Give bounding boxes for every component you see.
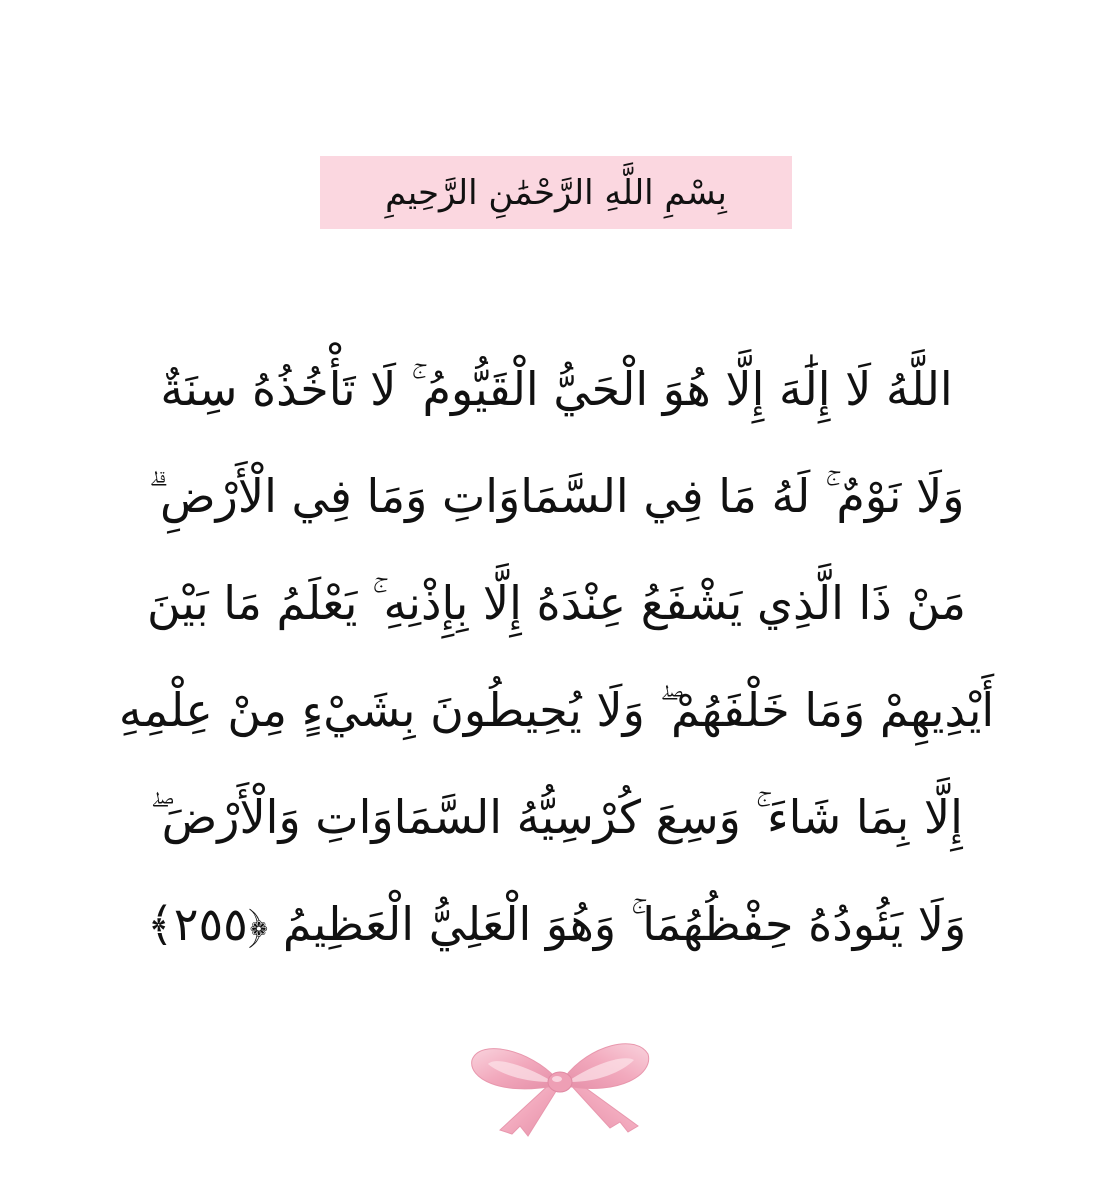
verse-line-4: أَيْدِيهِمْ وَمَا خَلْفَهُمْ ۖ وَلَا يُحِيطُونَ بِشَيْءٍ مِنْ عِلْمِهِ (118, 682, 995, 737)
verse-line-5: إِلَّا بِمَا شَاءَ ۚ وَسِعَ كُرْسِيُّهُ السَّمَاوَاتِ وَالْأَرْضَ ۖ (150, 789, 963, 844)
verse-block (60, 336, 1053, 978)
verse-line-1: اللَّهُ لَا إِلَٰهَ إِلَّا هُوَ الْحَيُّ الْقَيُّومُ ۚ لَا تَأْخُذُهُ سِنَةٌ (160, 361, 953, 416)
verse-line-6: وَلَا يَئُودُهُ حِفْظُهُمَا ۚ وَهُوَ الْعَلِيُّ الْعَظِيمُ ﴿٢٥٥﴾ (146, 896, 967, 951)
verse-line-3: مَنْ ذَا الَّذِي يَشْفَعُ عِنْدَهُ إِلَّا بِإِذْنِهِ ۚ يَعْلَمُ مَا بَيْنَ (146, 575, 967, 630)
verse-line-2: وَلَا نَوْمٌ ۚ لَهُ مَا فِي السَّمَاوَاتِ وَمَا فِي الْأَرْضِ ۗ (148, 468, 965, 523)
basmala-text: بِسْمِ اللَّهِ الرَّحْمَٰنِ الرَّحِيمِ (385, 172, 727, 213)
pink-ribbon-bow-icon (460, 1030, 660, 1140)
basmala-banner (320, 156, 792, 229)
